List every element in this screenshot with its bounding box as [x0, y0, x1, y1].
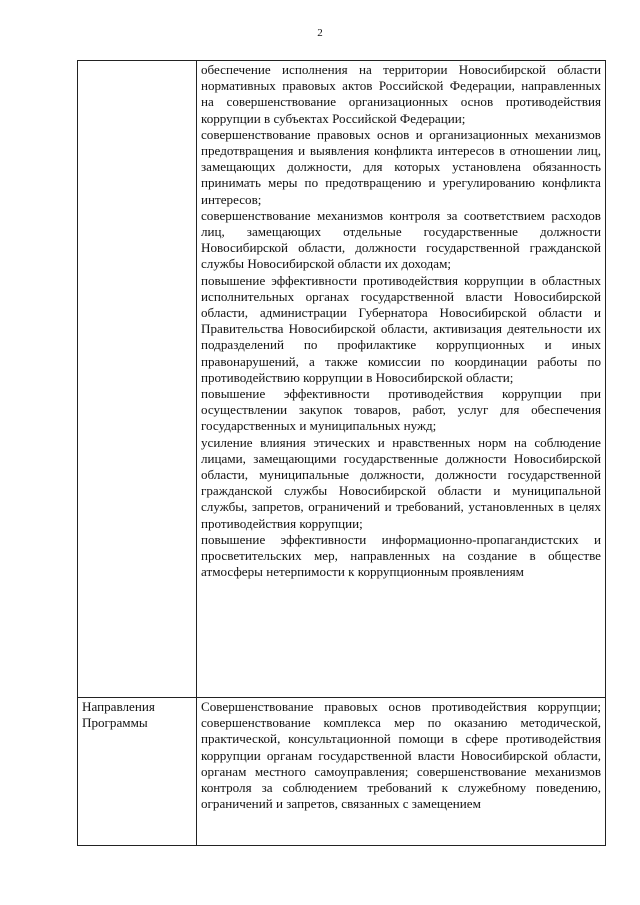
paragraph: совершенствование правовых основ и организационных механизмов предотвращения и выявления конфликта интересов в отношении лиц, замещающих должности, для которых установлена обязанность принимать меры по предотвращению и урегулированию конфликта интересов; [201, 126, 601, 207]
paragraph: усиление влияния этических и нравственных норм на соблюдение лицами, замещающими государственные должности Новосибирской области, муниципальные должности, должности государственной гражданской службы Новосибирской области и муниципальной службы, запретов, ограничений и требований, установленных в целях противодействия коррупции; [201, 434, 601, 531]
row-label [78, 61, 197, 698]
table-row-goals [78, 61, 606, 698]
page-number: 2 [317, 27, 323, 39]
paragraph: совершенствование механизмов контроля за соответствием расходов лиц, замещающих отдельные государственные должности Новосибирской области, должности государственной гражданской службы Новосибирской области их доходам; [201, 207, 601, 272]
paragraph: обеспечение исполнения на территории Новосибирской области нормативных правовых актов Российской Федерации, направленных на совершенствование организационных основ противодействия коррупции в субъектах Российской Федерации; [201, 62, 601, 126]
paragraph: повышение эффективности информационно-пропагандистских и просветительских мер, направленных на создание в обществе атмосферы нетерпимости к коррупционным проявлениям [201, 531, 601, 580]
row-content [197, 698, 606, 846]
paragraph: повышение эффективности противодействия коррупции при осуществлении закупок товаров, работ, услуг для обеспечения государственных и муниципальных нужд; [201, 386, 601, 434]
paragraph: повышение эффективности противодействия коррупции в областных исполнительных органах государственной власти Новосибирской области, администрации Губернатора Новосибирской области и Правительства Новосибирской области, активизация деятельности их подразделений по профилактике коррупционных и иных правонарушений, а также комиссии по координации работы по противодействию коррупции в Новосибирской области; [201, 272, 601, 385]
paragraph: Совершенствование правовых основ противодействия коррупции; совершенствование комплекса мер по оказанию методической, практической, консультационной помощи в сфере противодействия коррупции органам государственной власти Новосибирской области, органам местного самоуправления; совершенствование механизмов контроля за соблюдением требований к служебному поведению, ограничений и запретов, связанных с замещением [201, 699, 601, 812]
row-content [197, 61, 606, 698]
row-label: Направления Программы [78, 698, 197, 846]
program-table [77, 60, 606, 846]
table-row-directions [78, 698, 606, 846]
